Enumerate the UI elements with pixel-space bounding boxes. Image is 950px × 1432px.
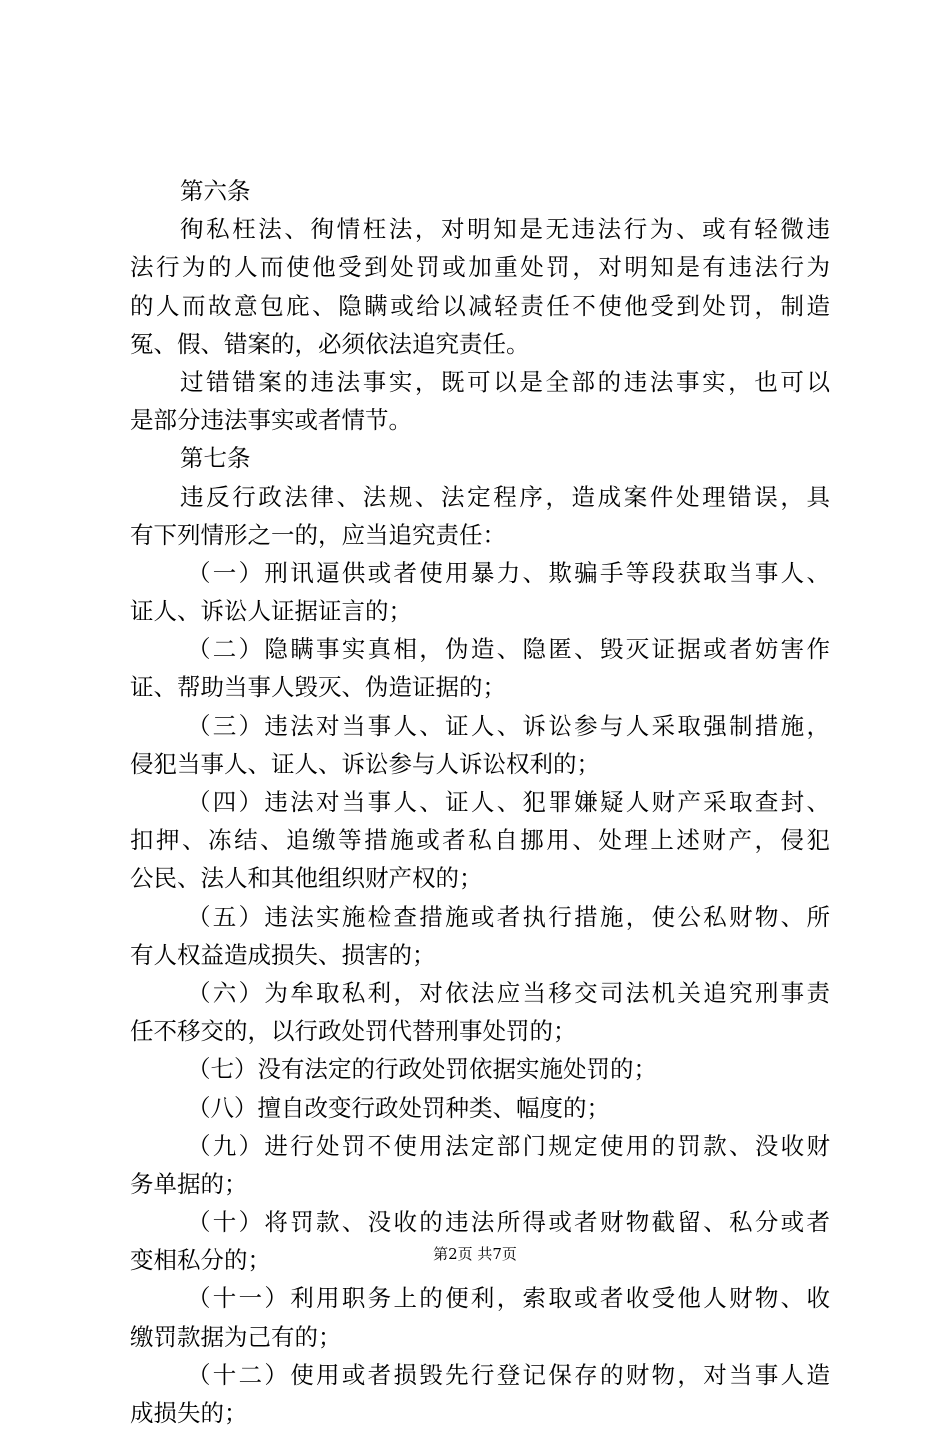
list-item-line: （三）违法对当事人、证人、诉讼参与人采取强制措施，: [187, 711, 830, 740]
text-line: 徇私枉法、徇情枉法，对明知是无违法行为、或有轻微违: [180, 215, 830, 244]
list-item-line: （九）进行处罚不使用法定部门规定使用的罚款、没收财: [187, 1131, 830, 1160]
list-item-line: （四）违法对当事人、证人、犯罪嫌疑人财产采取查封、: [187, 788, 830, 816]
list-item-line: （十二）使用或者损毁先行登记保存的财物，对当事人造: [187, 1360, 830, 1389]
text-line: 扣押、冻结、追缴等措施或者私自挪用、处理上述财产，侵犯: [130, 826, 830, 855]
text-line: 冤、假、错案的，必须依法追究责任。: [130, 329, 530, 358]
text-line: 有下列情形之一的，应当追究责任：: [130, 520, 506, 549]
text-line: 证、帮助当事人毁灭、伪造证据的；: [130, 673, 506, 702]
text-line: 的人而故意包庇、隐瞒或给以减轻责任不使他受到处罚，制造: [130, 291, 830, 320]
list-item-line: （六）为牟取私利，对依法应当移交司法机关追究刑事责: [187, 978, 830, 1007]
text-line: 公民、法人和其他组织财产权的；: [130, 864, 483, 893]
article-heading: 第六条: [180, 177, 251, 205]
text-line: 成损失的；: [130, 1399, 248, 1427]
text-line: 变相私分的；: [130, 1246, 271, 1275]
text-line: 证人、诉讼人证据证言的；: [130, 597, 412, 626]
list-item-line: （七）没有法定的行政处罚依据实施处罚的；: [187, 1055, 657, 1084]
list-item-line: （八）擅自改变行政处罚种类、幅度的；: [187, 1093, 610, 1122]
text-line: 法行为的人而使他受到处罚或加重处罚，对明知是有违法行为: [130, 253, 830, 282]
text-line: 有人权益造成损失、损害的；: [130, 940, 436, 969]
text-line: 违反行政法律、法规、法定程序，造成案件处理错误，具: [180, 482, 830, 511]
article-heading: 第七条: [180, 444, 251, 473]
list-item-line: （五）违法实施检查措施或者执行措施，使公私财物、所: [187, 902, 830, 931]
list-item-line: （十一）利用职务上的便利，索取或者收受他人财物、收: [187, 1284, 830, 1313]
text-line: 缴罚款据为己有的；: [130, 1322, 342, 1351]
text-line: 过错错案的违法事实，既可以是全部的违法事实，也可以: [180, 367, 830, 396]
list-item-line: （一）刑讯逼供或者使用暴力、欺骗手等段获取当事人、: [187, 558, 830, 587]
list-item-line: （二）隐瞒事实真相，伪造、隐匿、毁灭证据或者妨害作: [187, 635, 830, 664]
text-line: 侵犯当事人、证人、诉讼参与人诉讼权利的；: [130, 749, 600, 778]
text-line: 是部分违法事实或者情节。: [130, 406, 412, 435]
page-number-footer: 第2页 共7页: [433, 1245, 517, 1263]
list-item-line: （十）将罚款、没收的违法所得或者财物截留、私分或者: [187, 1208, 830, 1237]
text-line: 任不移交的，以行政处罚代替刑事处罚的；: [130, 1017, 577, 1046]
document-body: [130, 172, 830, 1432]
text-line: 务单据的；: [130, 1169, 248, 1198]
